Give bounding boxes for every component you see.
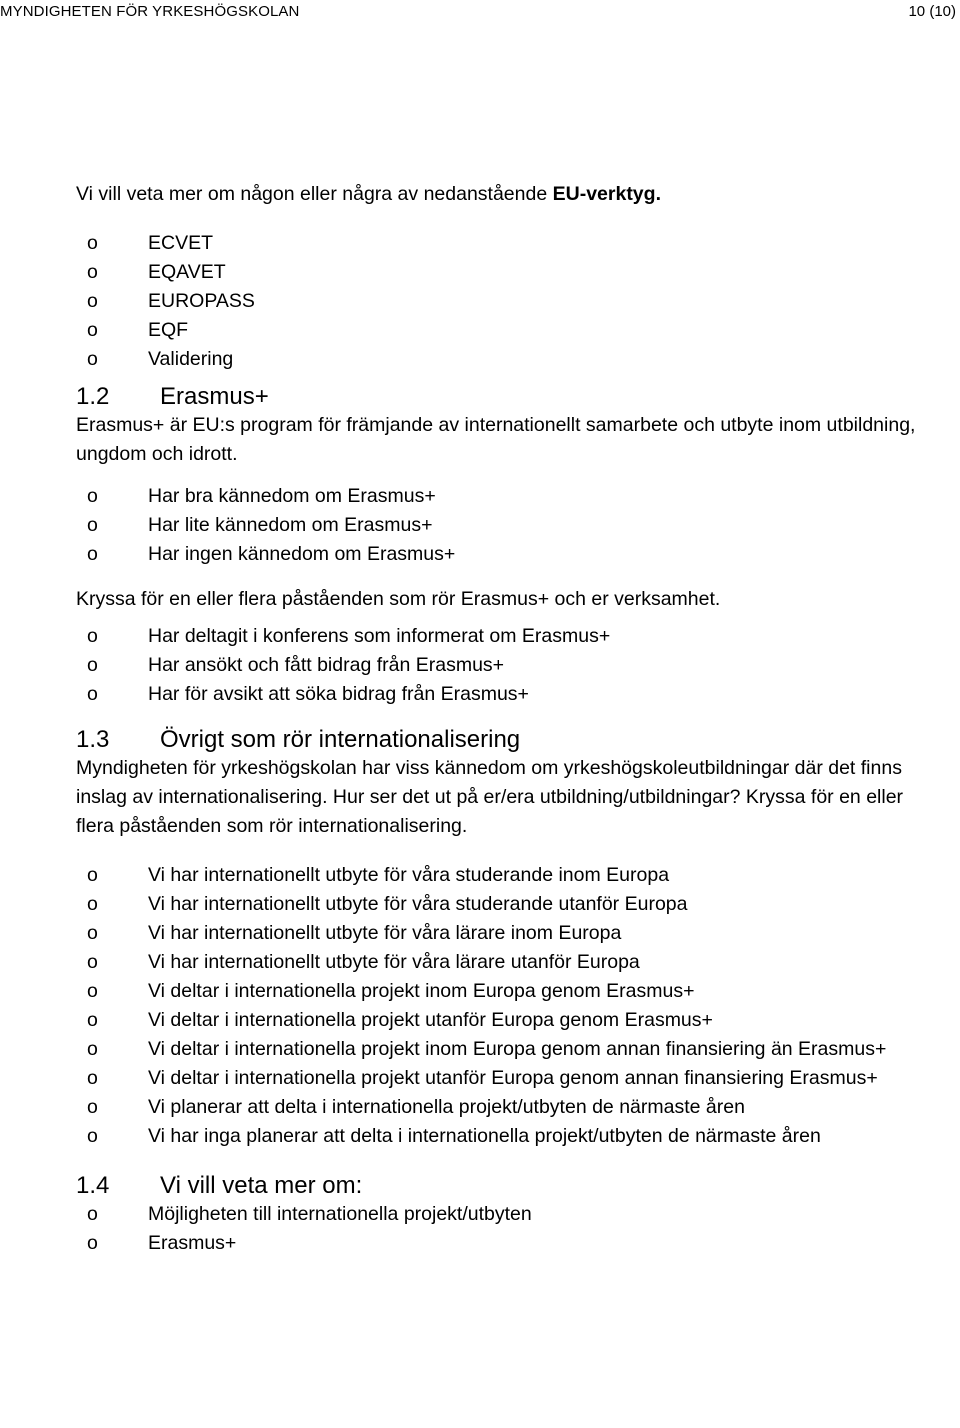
list-item: [76, 1122, 936, 1151]
document-body: [76, 180, 936, 1258]
circle-bullet-icon: o: [87, 1067, 98, 1089]
list-item-text: Vi deltar i internationella projekt inom Europa genom annan finansiering än Erasmus+: [148, 1038, 887, 1060]
circle-bullet-icon: o: [87, 1038, 98, 1060]
more-info-list: [76, 1200, 936, 1258]
list-item: [76, 890, 936, 919]
circle-bullet-icon: o: [87, 864, 98, 886]
list-item: [76, 1006, 936, 1035]
intro-paragraph: [76, 180, 936, 209]
list-item: [76, 977, 936, 1006]
section-heading-1-4: [76, 1171, 936, 1200]
list-item-text: Vi har internationellt utbyte för våra lärare inom Europa: [148, 922, 622, 944]
list-item-text: Erasmus+: [148, 1232, 237, 1254]
list-item-text: EUROPASS: [148, 290, 255, 312]
section-heading-1-2: [76, 382, 936, 411]
list-item: [76, 861, 936, 890]
section-title: Erasmus+: [160, 383, 269, 410]
circle-bullet-icon: o: [87, 951, 98, 973]
list-item-text: Möjligheten till internationella projekt/utbyten: [148, 1203, 532, 1225]
list-item-text: Vi deltar i internationella projekt inom Europa genom Erasmus+: [148, 980, 695, 1002]
list-item: [76, 1229, 936, 1258]
list-item: [76, 1035, 936, 1064]
section-heading-1-3: [76, 725, 936, 754]
erasmus-body: Erasmus+ är EU:s program för främjande av internationellt samarbete och utbyte inom utbildning, ungdom och idrott.: [76, 414, 916, 465]
circle-bullet-icon: o: [87, 485, 98, 507]
list-item-text: Vi planerar att delta i internationella projekt/utbyten de närmaste åren: [148, 1096, 745, 1118]
list-item-text: ECVET: [148, 232, 214, 254]
erasmus-activity-list: [76, 622, 936, 709]
eu-tools-list: [76, 229, 936, 374]
internationalisation-body: Myndigheten för yrkeshögskolan har viss kännedom om yrkeshögskoleutbildningar där det finns inslag av internationalisering. Hur ser det ut på er/era utbildning/utbildningar? Kryssa för en eller flera påståenden som rör internationalisering.: [76, 757, 904, 837]
section-number: 1.3: [76, 726, 110, 753]
list-item: [76, 482, 936, 511]
list-item-text: Validering: [148, 348, 234, 370]
list-item: [76, 622, 936, 651]
circle-bullet-icon: o: [87, 1125, 98, 1147]
list-item-text: Vi har internationellt utbyte för våra studerande inom Europa: [148, 864, 670, 886]
list-item: [76, 229, 936, 258]
list-item-text: Har lite kännedom om Erasmus+: [148, 514, 433, 536]
circle-bullet-icon: o: [87, 922, 98, 944]
circle-bullet-icon: o: [87, 625, 98, 647]
circle-bullet-icon: o: [87, 893, 98, 915]
circle-bullet-icon: o: [87, 654, 98, 676]
list-item-text: Vi har internationellt utbyte för våra lärare utanför Europa: [148, 951, 640, 973]
list-item: [76, 287, 936, 316]
list-item-text: Har ingen kännedom om Erasmus+: [148, 543, 456, 565]
header-organization: MYNDIGHETEN FÖR YRKESHÖGSKOLAN: [0, 3, 300, 20]
list-item: [76, 680, 936, 709]
section-number: 1.2: [76, 383, 110, 410]
circle-bullet-icon: o: [87, 261, 98, 283]
erasmus-knowledge-list: [76, 482, 936, 569]
list-item-text: Vi deltar i internationella projekt utanför Europa genom Erasmus+: [148, 1009, 713, 1031]
list-item: [76, 651, 936, 680]
erasmus-instruction: Kryssa för en eller flera påståenden som rör Erasmus+ och er verksamhet.: [76, 588, 721, 610]
list-item-text: EQF: [148, 319, 189, 341]
list-item-text: EQAVET: [148, 261, 226, 283]
section-number: 1.4: [76, 1172, 110, 1199]
section-title: Vi vill veta mer om:: [160, 1172, 363, 1199]
list-item-text: Har ansökt och fått bidrag från Erasmus+: [148, 654, 505, 676]
internationalisation-list: [76, 861, 936, 1151]
list-item-text: Vi har internationellt utbyte för våra studerande utanför Europa: [148, 893, 688, 915]
circle-bullet-icon: o: [87, 683, 98, 705]
circle-bullet-icon: o: [87, 232, 98, 254]
circle-bullet-icon: o: [87, 290, 98, 312]
list-item: [76, 540, 936, 569]
circle-bullet-icon: o: [87, 1232, 98, 1254]
list-item: [76, 919, 936, 948]
circle-bullet-icon: o: [87, 514, 98, 536]
list-item: [76, 345, 936, 374]
circle-bullet-icon: o: [87, 1203, 98, 1225]
list-item-text: Vi har inga planerar att delta i internationella projekt/utbyten de närmaste åren: [148, 1125, 821, 1147]
list-item-text: Har deltagit i konferens som informerat om Erasmus+: [148, 625, 611, 647]
list-item-text: Har bra kännedom om Erasmus+: [148, 485, 436, 507]
circle-bullet-icon: o: [87, 348, 98, 370]
list-item: [76, 1064, 936, 1093]
circle-bullet-icon: o: [87, 543, 98, 565]
list-item-text: Har för avsikt att söka bidrag från Erasmus+: [148, 683, 529, 705]
circle-bullet-icon: o: [87, 319, 98, 341]
circle-bullet-icon: o: [87, 1096, 98, 1118]
header-page-number: 10 (10): [908, 3, 956, 20]
list-item: [76, 1200, 936, 1229]
intro-text: Vi vill veta mer om någon eller några av nedanstående: [76, 183, 553, 205]
circle-bullet-icon: o: [87, 980, 98, 1002]
section-title: Övrigt som rör internationalisering: [160, 726, 521, 753]
list-item: [76, 948, 936, 977]
list-item-text: Vi deltar i internationella projekt utanför Europa genom annan finansiering Erasmus+: [148, 1067, 878, 1089]
list-item: [76, 1093, 936, 1122]
circle-bullet-icon: o: [87, 1009, 98, 1031]
list-item: [76, 258, 936, 287]
intro-text-bold: EU-verktyg.: [552, 183, 661, 205]
list-item: [76, 316, 936, 345]
list-item: [76, 511, 936, 540]
